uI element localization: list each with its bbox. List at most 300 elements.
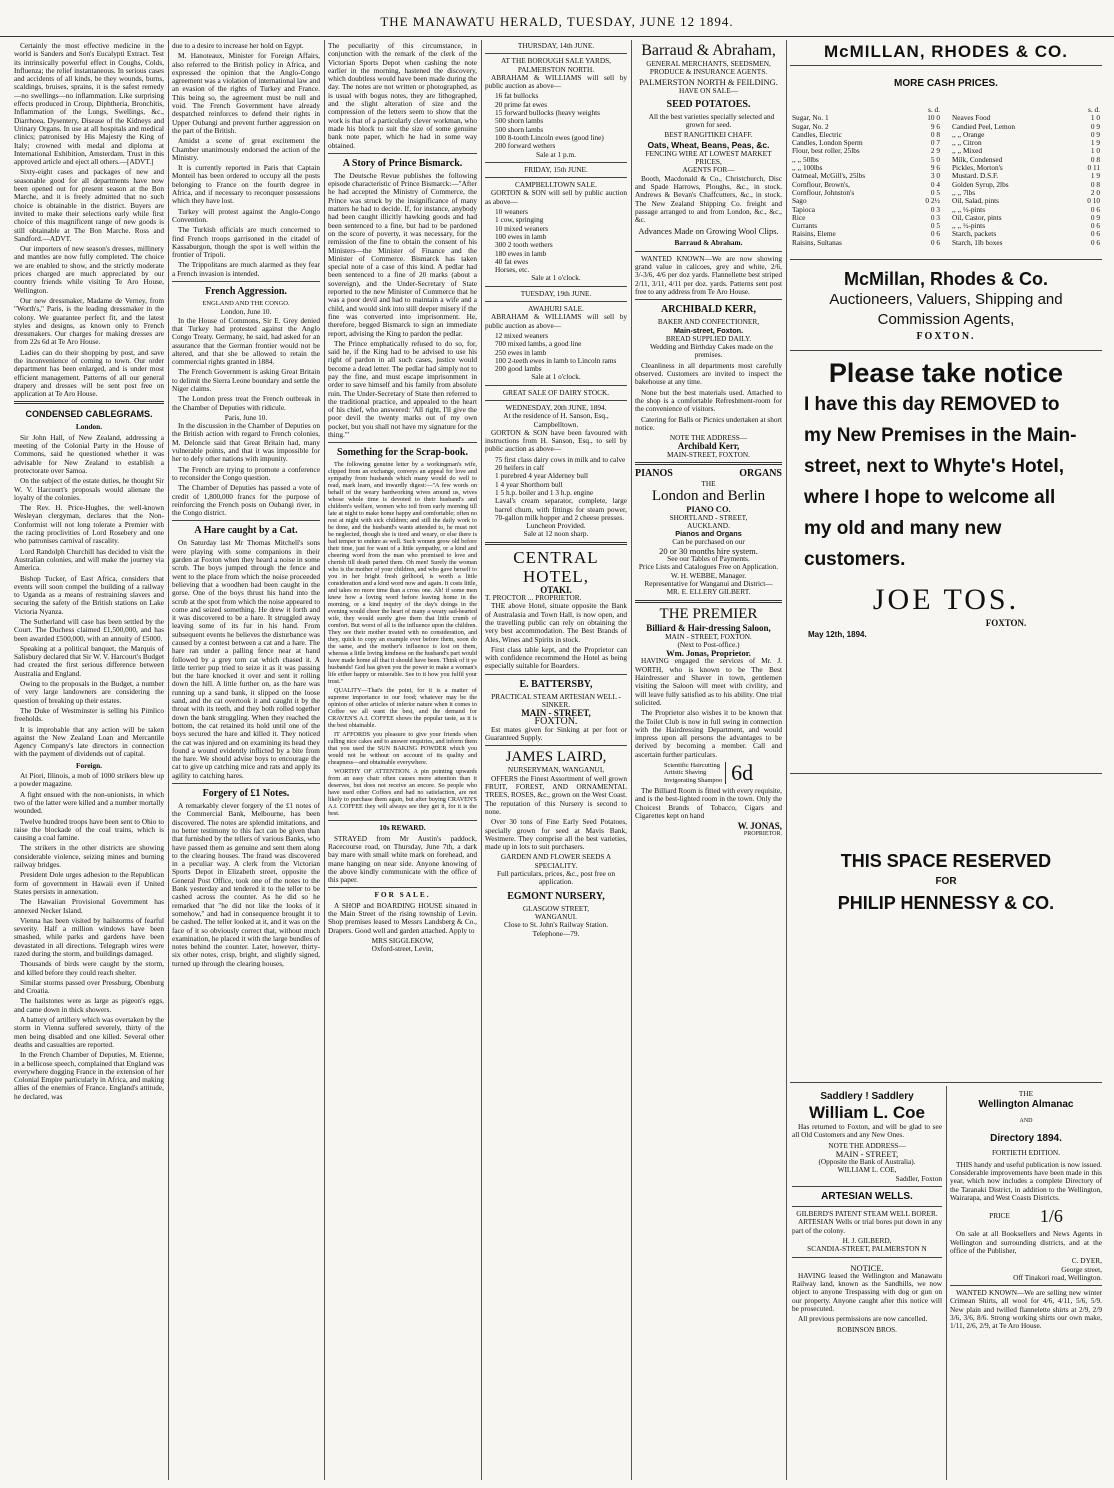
advert-text: The Billiard Room is fitted with every requisite, and is the best-lighted room in the town. Only the Choicest Brands of Tobacco, Cigars and Cigarettes kept on hand — [635, 786, 782, 820]
advert-street: MAIN - STREET, — [835, 1148, 899, 1159]
price-column-header: s. d. — [928, 105, 940, 114]
organs-label: ORGANS — [739, 467, 782, 479]
item-name: Currants — [792, 221, 818, 231]
article-text: The Turkish officials are much concerned to find French troops garrisoned in the citadel of Kassaburgon, though the spot is well within the frontier of Tripoli. — [172, 225, 320, 260]
service-item: Artistic Shaving — [663, 769, 707, 777]
sale-time: Sale at 1 o'clock. — [531, 273, 581, 283]
advertiser-name: Wellington Almanac — [978, 1099, 1074, 1111]
column-rule — [168, 40, 169, 1480]
item-name: Sago — [792, 196, 807, 206]
advert-town: AUCKLAND. — [687, 520, 730, 530]
advert-subheading: AND — [1019, 1118, 1033, 1125]
item-name: Sugar, No. 1 — [792, 113, 829, 123]
article-heading: A Hare caught by a Cat. — [194, 525, 298, 537]
service-item: Scientific Haircutting — [663, 761, 720, 769]
item-price: 5 0 — [930, 154, 940, 164]
stock-lot: 1 5 h.p. boiler and 1 3 h.p. engine — [495, 487, 594, 497]
sale-time: Sale at 12 noon sharp. — [523, 529, 589, 539]
article-text: due to a desire to increase her hold on Egypt. — [172, 42, 304, 50]
eucalypti-ad: Certainly the most effective medicine in the world is Sanders and Son's Eucalypti Extract. Test its intrinsically powerful effect in Coughs, Colds, Influenza; the relief instantaneous. In serious cases and accidents of all kinds, be they wounds, burns, scaldings, bruises, sprains, it is the safest remedy—no swellings—no inflammation. Like surprising effects produced in Croup, Diphtheria, Bronchitis, Inflammation of the Lungs, Swellings, &c., Diarrhoea, Dysentery, Disease of the Kidneys and Urinary Organs. In use at all hospitals and medical clinics; patronised by His Majesty the King of Italy; crowned with medal and diploma at International Exhibition, Amsterdam. Trust in this approved article and eject all others.—[ADVT.] — [14, 42, 164, 167]
advert-address: Oxford-street, Levin, — [371, 944, 434, 954]
advert-subheading: BAKER AND CONFECTIONER, — [657, 317, 760, 327]
auction-intro: ABRAHAM & WILLIAMS will sell by public auction as above— — [485, 72, 627, 91]
sale-heading: GREAT SALE OF DAIRY STOCK. — [502, 387, 610, 397]
cable-item: Lord Randolph Churchill has decided to visit the Australian colonies, and will make the journey via America. — [14, 546, 164, 573]
stock-lot: 1 4 year Shorthorn bull — [495, 479, 563, 489]
advert-subheading: HAVE ON SALE— — [678, 85, 739, 95]
cable-item: At Piori, Illinois, a mob of 1000 strikers blew up a powder magazine. — [14, 771, 164, 789]
dateline: Paris, June 10. — [224, 412, 268, 422]
price-box — [635, 761, 782, 785]
sale-date: THURSDAY, 14th JUNE. — [517, 42, 595, 50]
price-table-right — [950, 106, 1102, 247]
advert-text: WORTHY OF ATTENTION. A pin pointing upwards from an easy chair often causes more attention than it deserves, but does not receive an encore. So people who have used other Coffees and had no satisfaction, are not likely to purchase them again, but after buying CRAVEN'S A.I. COFFEE they will always see they get it, for it is the best. — [328, 768, 477, 818]
price-row — [790, 206, 942, 214]
item-price: 0 6 — [930, 237, 940, 247]
advert-signature: W. H. WEBBE, Manager. — [670, 570, 747, 580]
sale-place: At the residence of H. Sanson, Esq., Campbelltown. — [503, 411, 609, 429]
price-row — [950, 239, 1102, 247]
item-name: Candles, Electric — [792, 129, 842, 139]
column-4 — [485, 42, 627, 1482]
stock-list — [485, 332, 627, 373]
stock-lot: 200 forward wethers — [495, 141, 556, 151]
bon-marche-ad: Sixty-eight cases and packages of new and seasonable good for all departments have now been opened out for present season at the Bon Marche, and it is freely admitted that no such choice is obtainable in the district. Buyers are invited to make their selections early while first choice of this magnificent range of new goods is still obtainable at The Bon Marche. Ross and Sandford.—ADVT. — [14, 167, 164, 243]
item-name: Neaves Food — [952, 113, 991, 123]
stock-lot: 180 ewes in lamb — [495, 248, 547, 258]
price-table-left — [790, 106, 942, 247]
item-price: 0 6 — [1090, 229, 1100, 239]
item-price: 0 6 — [930, 229, 940, 239]
advert-text: (Next to Post-office.) — [677, 639, 740, 649]
item-price: 1 9 — [1090, 171, 1100, 181]
item-name: Candied Peel, Lemon — [952, 121, 1016, 131]
cable-item: The Sutherland will case has been settled by the Court. The Duchess claimed £1,500,000, and has been awarded £500,000, with an annuity of £5000. — [14, 617, 164, 643]
item-price: 0 9 — [1090, 121, 1100, 131]
divider — [790, 1082, 1102, 1083]
stock-lot: 100 2-teeth ewes in lamb to Lincoln rams — [495, 355, 617, 365]
sale-place: CAMPBELLTOWN SALE. — [515, 180, 597, 190]
stock-lot: 200 good lambs — [495, 364, 542, 374]
cable-item: Sir John Hall, of New Zealand, addressing a meeting of the Colonial Party in the House of Commons, said he questioned whether it was advisable for New Zealand to establish a protectorate over Samoa. — [14, 432, 164, 475]
stock-lot: 250 ewes in lamb — [495, 347, 547, 357]
advert-text: Cleanliness in all departments most carefully observed. Customers are invited to inspect the bakehouse at any time. — [635, 360, 782, 387]
price-row — [950, 1206, 1102, 1226]
advert-street: GLASGOW STREET, — [522, 903, 590, 913]
advert-town: FOXTON. — [916, 331, 976, 343]
cable-item: A fight ensued with the non-unionists, in which two of the latter were killed and a number mortally wounded. — [14, 789, 164, 816]
sale-date: WEDNESDAY, 20th JUNE, 1894. — [505, 402, 607, 412]
cable-item: Owing to the proposals in the Budget, a number of very large landowners are considering the question of breaking up their estates. — [14, 679, 164, 705]
auction-intro: GORTON & SON have been favoured with instructions from H. Sanson, Esq., to sell by public auction as above— — [485, 427, 627, 454]
stock-lot: 15 forward bullocks (heavy weights — [495, 108, 600, 118]
stock-lot: 12 mixed weaners — [495, 330, 549, 340]
stock-lot: 100 8-tooth Lincoln ewes (good line) — [495, 132, 604, 142]
advert-street: SHORTLAND - STREET, — [669, 512, 748, 522]
item-name: Starch, 1lb boxes — [952, 237, 1003, 247]
dressmaker-ad: Our new dressmaker, Madame de Verney, from "Worth's," Paris, is the leading dressmaker in the colony. We guarantee perfect fit, and the latest styles and designs, as known only to French dressmakers. Our charges for making dresses are from 22s 6d at Te Aro House. — [14, 295, 164, 347]
auction-intro: GORTON & SON will sell by public auction as above— — [485, 188, 627, 206]
advert-proprietor: Wm. Jonas, Proprietor. — [666, 648, 751, 659]
article-text: Amidst a scene of great excitement the Chamber unanimously endorsed the action of the Ministry. — [172, 136, 320, 162]
advert-text: First class table kept, and the Proprietor can with confidence recommend the Hotel as being especially suitable for Boarders. — [485, 644, 627, 671]
item-name: Cornflour, Johnston's — [792, 187, 855, 197]
advert-street: Main-street, Foxton. — [673, 325, 744, 335]
price-value: 1/6 — [1039, 1206, 1063, 1227]
stock-lot: 1 cow, springing — [495, 215, 544, 225]
advert-text: Has returned to Foxton, and will be glad to see all Old Customers and any New Ones. — [792, 1122, 942, 1140]
advert-signature: MRS SIGGLEKOW, — [371, 935, 434, 945]
advert-heading: MORE CASH PRICES. — [894, 78, 998, 89]
column-rule — [631, 40, 632, 1480]
advert-product: FENCING WIRE AT LOWEST MARKET PRICES, — [645, 148, 772, 167]
advert-text: OFFERS the Finest Assortment of well grown FRUIT, FOREST, AND ORNAMENTAL TREES, ROSES, &c., grown on the West Coast. The reputation of this Nursery is second to none. — [485, 773, 627, 816]
item-name: ,, ,, Citron — [952, 138, 982, 148]
advert-text: See our Tables of Payments. — [667, 554, 750, 564]
advertiser-name: JAMES LAIRD, — [505, 749, 607, 766]
advert-address: Off Tinakori road, Wellington. — [1013, 1272, 1102, 1282]
item-price: 0 4 — [930, 179, 940, 189]
cable-item: The Rev. H. Price-Hughes, the well-known Wesleyan clergyman, declares that the Non-Conformist will not long tolerate a Premier with the racing proclivities of Lord Rosebery and one who patronises carnival of rascality. — [14, 503, 164, 546]
advert-product: Advances Made on Growing Wool Clips. — [638, 226, 779, 237]
advert-heading: ARTESIAN WELLS. — [821, 1191, 913, 1203]
advert-subheading: GILBERD'S PATENT STEAM WELL BORER. — [796, 1209, 938, 1219]
article-text: The French are trying to promote a conference to reconsider the Congo question. — [172, 464, 320, 482]
advert-text: STRAYED from Mr Austin's paddock, Racecourse road, on Thursday, June 7th, a dark bay mare with small white mark on forehead, and mane hanging on near side. Anyone knowing of the above kindly communicate with the office of this paper. — [328, 833, 477, 885]
article-heading: Something for the Scrap-book. — [337, 447, 468, 459]
hotel-proprietor: T. PROCTOR ... PROPRIETOR. — [485, 593, 582, 603]
article-text: The Trippolitans are much alarmed as they fear a French invasion is intended. — [172, 260, 320, 278]
item-price: 0 5 — [930, 187, 940, 197]
item-name: Mustard. D.S.F. — [952, 171, 999, 181]
advert-text: HAVING leased the Wellington and Manawatu Railway land, known as the Sandhills, we now object to anyone Trespassing with dog or gun on our property. Anyone caught after this notice will be prosecuted. — [792, 1270, 942, 1314]
article-text: In the discussion in the Chamber of Deputies on the British action with regard to French colonies, M. Deloncle said that Great Britain had, many vulnerable points, and that it was impossible for her to defy other nations with impunity. — [172, 421, 320, 464]
advert-subheading: PRACTICAL STEAM ARTESIAN WELL - SINKER. — [491, 691, 621, 709]
advert-text: Catering for Balls or Picnics undertaken at short notice. — [635, 414, 782, 432]
article-subheading: ENGLAND AND THE CONGO. — [202, 300, 290, 308]
advertiser-name: London and Berlin — [651, 488, 766, 505]
advert-text: IT AFFORDS you pleasure to give your friends when calling nice cakes and to answer enquiries, and inform them that you used the SUN BAKING POWDER which you would not be without on account of its quality and cheapness—and obtainable everywhere. — [328, 731, 477, 767]
item-price: 0 9 — [1090, 129, 1100, 139]
column-rule — [786, 40, 787, 1480]
for-sale-heading: FOR SALE. — [374, 890, 431, 900]
advert-signature: W. JONAS, — [737, 821, 782, 832]
item-price: 0 3 — [930, 212, 940, 222]
advertiser-name: McMillan, Rhodes & Co. — [843, 269, 1048, 290]
item-name: Oatmeal, McGill's, 25lbs — [792, 171, 866, 181]
advert-text: None but the best materials used. Attached to the shop is a comfortable Refreshment-room for the convenience of visitors. — [635, 387, 782, 414]
advert-text: On sale at all Booksellers and News Agents in Wellington and surrounding districts, and at the office of the Publisher, — [950, 1229, 1102, 1255]
cable-item: Twelve hundred troops have been sent to Ohio to raise the blockade of the coal trains, which is causing a coal famine. — [14, 816, 164, 843]
item-name: Oil, Castor, pints — [952, 212, 1002, 222]
item-price: 1 9 — [1090, 138, 1100, 148]
column-7a — [792, 1090, 942, 1482]
advert-product: BREAD SUPPLIED DAILY. — [665, 333, 752, 343]
notice-heading: Please take notice — [828, 358, 1064, 389]
reward-heading: 10s REWARD. — [379, 823, 426, 833]
item-name: Golden Syrup, 2lbs — [952, 179, 1009, 189]
advert-subheading: THE — [701, 478, 716, 488]
advertiser-name: PIANO CO. — [686, 504, 731, 515]
item-name: Cornflour, Brown's, — [792, 179, 850, 189]
advertiser-name: JOE TOS. — [872, 583, 1020, 617]
advert-street: MAIN-STREET, FOXTON. — [666, 449, 751, 459]
article-heading: A Story of Prince Bismarck. — [342, 157, 463, 169]
article-text: A remarkably clever forgery of the £1 notes of the Commercial Bank, Melbourne, has been discovered. The notes are splendid imitations, and no better testimony to this fact can be given than that furnished by the tellers of various Banks, who have passed them as genuine and sent them along to the clearing houses. The fraud was discovered in a peculiar way. A clerk from the Victorian Sports Depot in Elizabeth street, opposite the General Post Office, took one of the notes to the Bank yesterday and tendered it to the teller to be cashed across the counter. As he did so he remarked that "he did not like the looks of it somehow," and had in consequence brought it to be cashed. The teller looked at it, and it was on the face of it so obviously correct that, without much examination, he placed it with the large bundles of notes behind the counter. Later, however, thirty-six other notes, crisp, bright, and slightly signed, turned up through the clearing houses, — [172, 801, 320, 968]
article-text: On Saturday last Mr Thomas Mitchell's sons were playing with some companions in their garden at Foxton when they heard a noise in some scrub. The boys jumped through the fence and went to the place from which the noise proceeded believing that a woodhen had been caught in the gorse. One of the boys thrust his hand into the scrub at the spot from which the noise appeared to come and seized something. He drew it forth and it was discovered to be a hare. It struggled away leaving some of its fur in his hand. From subsequent events he believes the disturbance was caused by a contest between a cat and a hare. The hare ran under a palling fence near at hand followed by a grey tom cat which chased it. A little terrier pup tried to seize it as it was passing but the hare knocked it over and sent it rolling down the hill. A little further on, as the hare was running up a sand bank, it slipped on the loose sand, and the cat overtook it and caught it by the throat with its teeth, and they both rolled together down the bank struggling. When they reached the bottom, the cat retained its hold until one of the boys secured the hare and killed it. They noticed the cat was injured and on examining its head they found a wound evidently inflicted by a bite from the hare. We should advise boys to encourage the cat to give up catching mice and rats and apply its agility to catching hares. — [172, 538, 320, 780]
cable-item: President Dole urges adhesion to the Republican form of government in Hawaii even if United States persists in annexation. — [14, 870, 164, 896]
advert-subheading: AGENTS FOR— — [682, 165, 735, 175]
item-name: Flour, best roller, 25lbs — [792, 146, 860, 156]
stock-lot: 16 fat bullocks — [495, 91, 539, 101]
stock-lot: 10 weaners — [495, 207, 529, 217]
article-text: The Prince emphatically refused to do so, for, said he, if the King had to be advised to use his right of pardon in all such cases, justice would become a dead letter. The pedlar had simply not to pay the fine, and must escape imprisonment in order to save himself and his family from absolute ruin. The Under-Secretary of State then referred to the traditional practice, and appealed to the heart of his chief, who answered: 'All right, I'll give the poor devil the twenty marks out of my own pocket, but you shall not have my signature for the thing.'" — [328, 338, 477, 440]
item-price: 9 6 — [930, 121, 940, 131]
item-price: 0 7 — [930, 138, 940, 148]
stock-lot: 10 mixed weaners — [495, 223, 549, 233]
item-price: 9 6 — [930, 163, 940, 173]
advert-text: Price Lists and Catalogues Free on Application. — [638, 562, 779, 572]
stock-lot: 300 2 tooth wethers — [495, 240, 553, 250]
advert-subheading: Auctioneers, Valuers, Shipping and — [829, 291, 1063, 309]
advert-signature: Saddler, Foxton — [895, 1173, 942, 1183]
advert-product: Oats, Wheat, Beans, Peas, &c. — [647, 139, 770, 150]
advert-town: FOXTON. — [534, 715, 578, 727]
advertiser-name: Archibald Kerr, — [677, 441, 740, 452]
notice-body: I have this day REMOVED to my New Premises in the Main-street, next to Whyte's Hotel, where I hope to welcome all my old and many new customers. — [804, 394, 1077, 571]
advert-text: A SHOP and BOARDING HOUSE situated in the Main Street of the rising township of Levin. Shop premises leased to Messrs Landsberg & Co., Drapers. Good well and garden attached. Apply to — [328, 900, 477, 935]
advert-date: May 12th, 1894. — [808, 630, 867, 640]
stock-list — [485, 208, 627, 274]
sale-note: Luncheon Provided. — [526, 521, 586, 531]
reserved-heading: THIS SPACE RESERVED — [840, 851, 1052, 871]
advert-text: Est mates given for Sinking at per foot or Guaranteed Supply. — [485, 724, 627, 743]
article-text: The peculiarity of this circumstance, in conjunction with the remark of the clerk of the Victorian Sports Depot when cashing the note earlier in the morning, hastened the discovery, which doubtless would have been made during the day. The notes are not written or photographed, as is usual with bogus notes, they are lithographed, and the slight alteration of size and the compression of the letters seem to show that the work is that of a particularly clever workman, who made his block to suit the size of some genuine bank note paper, which he had in some way obtained. — [328, 42, 477, 150]
article-text: In the House of Commons, Sir E. Grey denied that Turkey had protested against the Anglo Congo Treaty. Germany, he said, had asked for an assurance that the German frontier would not be altered, and that she be allowed to retain the commercial rights granted in 1884. — [172, 315, 320, 367]
item-name: Tapioca — [792, 204, 815, 214]
stock-lot: 500 shorn lambs — [495, 124, 544, 134]
advert-town: FOXTON. — [985, 618, 1027, 629]
price-row — [790, 239, 942, 247]
advert-text: All the best varieties specially selected and grown for seed. — [648, 111, 775, 130]
cablegrams-heading: CONDENSED CABLEGRAMS. — [25, 409, 153, 420]
article-text: Turkey will protest against the Anglo-Congo Convention. — [172, 206, 320, 224]
stock-lot: 500 shorn lambs — [495, 116, 544, 126]
stock-lot: 1 purebred 4 year Alderney bull — [495, 471, 589, 481]
advert-signature: MR. E. ELLERY GILBERT. — [666, 587, 751, 597]
te-aro-ad: Our importers of new season's dresses, millinery and mantles are now fully completed. The choice we are enabled to show, and the strictly moderate prices charged are much appreciated by our country friends while visiting Te Aro House, Wellington. — [14, 244, 164, 295]
advert-signature: PROPRIETOR. — [743, 831, 782, 838]
stock-lot: 20 heifers in calf — [495, 463, 545, 473]
advert-text: QUALITY—That's the point, for it is a matter of supreme importance to our food; whatever may be the opinion of other articles of inferior nature when it comes to Coffee we all want the best, and the demand for CRAVEN'S A.I. COFFEE shows the popular taste, as it is the best obtainable. — [328, 687, 477, 730]
item-price: 10 0 — [927, 113, 940, 123]
advert-product: Pianos and Organs — [675, 529, 742, 539]
item-name: ,, ,, Orange — [952, 129, 985, 139]
advert-address: SCANDIA-STREET, PALMERSTON N — [807, 1244, 927, 1254]
item-name: ,, ,, 100lbs — [792, 163, 823, 173]
advert-signature: C. DYER, — [1071, 1256, 1102, 1266]
item-name: ,, ,, ½-pints — [952, 204, 986, 214]
sale-date: FRIDAY, 15th JUNE. — [524, 164, 588, 174]
hotel-town: OTAKI. — [540, 584, 572, 595]
advert-heading: Saddlery ! Saddlery — [820, 1091, 914, 1102]
cable-item: Speaking at a political banquet, the Marquis of Salisbury declared that Sir W. V. Harcourt's Budget had created the first serious difference between Australia and England. — [14, 643, 164, 678]
item-price: 1 0 — [1090, 146, 1100, 156]
item-name: Milk, Condensed — [952, 154, 1003, 164]
item-price: 0 6 — [1090, 221, 1100, 231]
advertiser-name: THE PREMIER — [659, 605, 758, 622]
cable-item: The Hawaiian Provisional Government has annexed Necker Island. — [14, 897, 164, 915]
advert-text: Booth, Macdonald & Co., Christchurch, Disc and Spade Harrows, Ploughs, &c., in stock. Andrews & Bevan's Chaffcutters, &c., in stock. The New Zealand Shipping Co. freight and passage arranged to and from London, &c., &c., &c. — [635, 173, 782, 225]
column-rule — [946, 1086, 947, 1480]
item-name: Sugar, No. 2 — [792, 121, 829, 131]
article-text: The London press treat the French outbreak in the Chamber of Deputies with ridicule. — [172, 394, 320, 412]
reserved-advertiser: PHILIP HENNESSY & CO. — [837, 893, 1055, 913]
advert-town: WANGANUI. — [535, 911, 577, 921]
stock-list — [485, 456, 627, 522]
cable-item: The strikers in the other districts are showing considerable violence, seizing mines and burning railway bridges. — [14, 843, 164, 870]
advert-subheading: Billiard & Hair-dressing Saloon, — [646, 622, 771, 633]
item-price: 0 9 — [1090, 212, 1100, 222]
service-price: 6d — [731, 760, 754, 785]
stock-lot: 20 prime fat ewes — [495, 99, 548, 109]
advert-text: 20 or 30 months hire system. — [659, 545, 758, 556]
item-price: 0 8 — [1090, 179, 1100, 189]
item-price: 2 9 — [930, 146, 940, 156]
ladies-ad: Ladies can do their shopping by post, and save the inconvenience of coming to town. Our order department has been enlarged, and is under most efficient management. Patterns of all our general drapery and dresses will be sent post free on application at Te Aro House. — [14, 347, 164, 399]
service-item: Invigorating Shampoo — [663, 776, 723, 784]
column-rule — [481, 40, 482, 1480]
mcmillan-ad — [790, 42, 1102, 764]
sale-date: TUESDAY, 19th JUNE. — [520, 288, 592, 298]
dateline: London, June 10. — [220, 307, 272, 317]
column-1 — [14, 42, 164, 1482]
auction-intro: ABRAHAM & WILLIAMS will sell by public auction as above— — [485, 312, 627, 330]
advert-town: PALMERSTON NORTH & FEILDING. — [639, 76, 778, 87]
stock-lot: 40 fat ewes — [495, 256, 529, 266]
item-name: Candles, London Sperm — [792, 138, 863, 148]
advertiser-name: ARCHIBALD KERR, — [660, 304, 756, 316]
advert-product: SEED POTATOES. — [666, 98, 751, 110]
advert-subheading: GARDEN AND FLOWER SEEDS A SPECIALITY. — [500, 852, 612, 870]
article-text: The Chamber of Deputies has passed a vote of credit of 1,800,000 francs for the purpose of reinforcing the French posts on Oubangi river, in the Congo district. — [172, 483, 320, 518]
cable-item: On the subject of the estate duties, he thought Sir W. V. Harcourt's proposals would alienate the loyalty of the colonies. — [14, 476, 164, 502]
advert-text: Representative for Wanganui and District— — [644, 578, 773, 588]
item-price: 0 6 — [1090, 237, 1100, 247]
foreign-heading: Foreign. — [75, 760, 102, 770]
advert-text: THE above Hotel, situate opposite the Bank of Australasia and Town Hall, is now open, and the travelling public can rely on obtaining the very best accommodation. The Best Brands of Ales, Wines and Spirits in stock. — [485, 601, 627, 644]
advertiser-name: William L. Coe — [808, 1103, 926, 1122]
advert-text: Over 30 tons of Fine Early Seed Potatoes, specially grown for seed at Mavis Bank, Westmere. They comprise all the best varieties, made up in lots to suit purchasers. — [485, 817, 627, 852]
advert-signature: H. J. GILBERD, — [842, 1235, 892, 1245]
sale-time: Sale at 1 o'clock. — [531, 372, 581, 382]
advert-text: (Opposite the Bank of Australia). — [818, 1157, 916, 1167]
price-label: PRICE — [989, 1211, 1010, 1221]
item-price: 0 10 — [1087, 196, 1100, 206]
item-price: 0 6 — [1090, 204, 1100, 214]
item-name: Rice — [792, 212, 806, 222]
article-heading: French Aggression. — [205, 286, 287, 298]
sale-time: Sale at 1 p.m. — [536, 149, 576, 159]
advert-address: George street, — [1061, 1264, 1102, 1274]
advert-subheading: Commission Agents, — [877, 311, 1015, 329]
advert-subheading: NOTE THE ADDRESS— — [669, 433, 748, 443]
item-name: ,, ,, 7lbs — [952, 187, 976, 197]
masthead: THE MANAWATU HERALD, TUESDAY, JUNE 12 1894. — [0, 14, 1114, 37]
advert-signature: ROBINSON BROS. — [836, 1324, 897, 1334]
price-list — [790, 106, 1102, 247]
item-price: 0 5 — [930, 221, 940, 231]
article-text: The French Government is asking Great Britain to delimit the Sierra Leone boundary and settle the Niger claims. — [172, 367, 320, 393]
sale-place: AT THE BOROUGH SALE YARDS, PALMERSTON NORTH. — [501, 56, 611, 74]
item-price: 1 0 — [1090, 113, 1100, 123]
column-3 — [328, 42, 477, 1482]
stock-list — [485, 92, 627, 150]
cable-item: In the French Chamber of Deputies, M. Etienne, in a bellicose speech, complained that England was everywhere dogging France in the extension of her Colonial Empire particularly in Africa, and making allies of the enemies of France. England's attitude, he declared, was — [14, 1050, 164, 1101]
reserved-for: FOR — [935, 876, 957, 887]
advertiser-name: Barraud & Abraham. — [674, 238, 743, 248]
item-name: ,, ,, Mixed — [952, 146, 982, 156]
article-text: The following genuine letter by a workingman's wife, clipped from an exchange, conveys an appeal for love and sympathy from husbands which many would do well to read, mark learn, and inwardly digest:—"A few words on behalf of the weary hardworking wives around us, wives whose whole time is devoted to their husband's and children's welfare, women who toil from early morning till late at night to make home happy and comfortable; often no rest at night with sick children; and still the daily work to be done, and the husband's wants attended to, he must not be neglected, though she is tired and weary, or else there is bad temper to endure as well. Such women grow old before their time, just for want of a little sympathy, or a kind and cheering word from the man who promised to love and cherish till death parted them. Oh men! Surely the woman who is the mother of your children, and who gave herself to you in her bright fresh girlhood, is worth a little consideration and a kind word now and again. It costs little, and takes no more time than a cross one. Ah! if some men knew how a loving word before leaving home in the morning, or a kind inquiry of the day's doings in the evening would cheer the heart of many a weary sad-hearted wife, they would surely give them that little crumb of comfort. But worst of all is the influence upon the children. They see their mother treated with no consideration, and they, quick to copy an example ever before them, soon do the same, and the mother's influence is lost on them, whereas a little loving kindness on the husband's part would have made home all that it should have been. Think of it ye husbands! God has given you the power to make a woman's life either happy or miserable. See to it how you fulfil your trust." — [328, 461, 477, 686]
article-text: It is currently reported in Paris that Captain Monteil has been ordered to occupy all the posts belonging to France on the fourth degree in Africa, and if necessary to reconquer possessions which they have lost. — [172, 163, 320, 206]
stock-lot: Laval's cream separator, complete, large barrel churn, with fittings for steam power, 70-gallon milk hopper and 2 cheese presses. — [495, 496, 627, 522]
advertiser-name: McMILLAN, RHODES & CO. — [824, 42, 1068, 61]
advert-subheading: THE — [1018, 1090, 1034, 1098]
item-name: Oil, Salad, pints — [952, 196, 1000, 206]
advertiser-name: EGMONT NURSERY, — [507, 890, 605, 902]
stock-lot: 700 mixed lambs, a good line — [495, 339, 582, 349]
advert-text: Can be purchased on our — [672, 537, 745, 547]
advert-street: MAIN - STREET, FOXTON. — [665, 631, 752, 641]
advert-subheading: NURSERYMAN, WANGANUI, — [507, 765, 605, 775]
item-name: ,, ,, 50lbs — [792, 154, 819, 164]
reserved-space — [790, 770, 1102, 940]
item-price: 2 0 — [1090, 187, 1100, 197]
cable-item: Bishop Tucker, of East Africa, considers that events will soon compel the building of a railway to Uganda as a means of restraining slavers and securing the safety of the British stations on Lake Victoria Nyanza. — [14, 573, 164, 616]
cable-item: It is improbable that any action will be taken against the New Zealand Loan and Mercantile Agency Company's late directors in connection with the payment of dividends out of capital. — [14, 724, 164, 759]
advert-text: ARTESIAN Wells or trial bores put down in any part of the colony. — [792, 1217, 942, 1235]
column-rule — [324, 40, 325, 1480]
advert-street: MAIN - STREET, — [521, 708, 591, 719]
article-text: M. Hanoteaux, Minister for Foreign Affairs, also referred to the British policy in Africa, and expressed the opinion that the Anglo-Congo agreement was a violation of international law and an evasion of the rights of Turkey and France. This being so, the agreement must be null and void. The French Government have already despatched reinforces to defend their rights in Upper Oubangi and prevent further aggression on the part of the British. — [172, 51, 320, 135]
price-column-header: s. d. — [1088, 105, 1100, 114]
column-7b — [950, 1090, 1102, 1482]
pianos-label: PIANOS — [635, 467, 673, 479]
item-name: Raisins, Eleme — [792, 229, 836, 239]
item-name: Pickles, Morton's — [952, 163, 1003, 173]
advert-subheading: GENERAL MERCHANTS, SEEDSMEN, PRODUCE & INSURANCE AGENTS. — [646, 59, 771, 77]
stock-lot: Horses, etc. — [495, 265, 530, 275]
advert-telephone: Telephone—79. — [532, 928, 580, 938]
advert-text: Wedding and Birthday Cakes made on the premises. — [649, 342, 774, 360]
item-name: ,, ,, ½-pints — [952, 221, 986, 231]
article-heading: Forgery of £1 Notes. — [202, 788, 290, 800]
cable-item: A battery of artillery which was overtaken by the storm in Vienna suffered severely, thirty of the men being disabled and one killed. Several other deaths and casualties are reported. — [14, 1015, 164, 1049]
cable-item: The hailstones were as large as pigeon's eggs, and came down in thick showers. — [14, 996, 164, 1014]
advertiser-name: Directory 1894. — [990, 1132, 1062, 1144]
advertiser-name: Barraud & Abraham, — [641, 42, 776, 59]
cable-item: Similar storms passed over Pressburg, Obenburg and Croatia. — [14, 977, 164, 996]
advert-text: All previous permissions are now cancelled. — [798, 1314, 928, 1324]
hotel-name: CENTRAL HOTEL, — [513, 547, 599, 586]
item-price: 0 2½ — [925, 196, 940, 206]
column-5 — [635, 42, 782, 1482]
item-price: 3 0 — [930, 171, 940, 181]
item-name: Starch, packets — [952, 229, 997, 239]
london-heading: London. — [75, 422, 103, 432]
stock-lot: 100 ewes in lamb — [495, 231, 547, 241]
article-text: The Deutsche Revue publishes the following episode characteristic of Prince Bismarck:—"After he had accepted the Ministry of Commerce, the Prince was struck by the insignificance of many matters he had to decide. If, for instance, anybody had been caught illicitly hawking goods and had been sentenced to a fine, but had to be pardoned on the score of poverty, it was necessary, for the remission of the fine to obtain the consent of his Ministers—the Minister of Finance and the Minister of Commerce. Bismarck has taken special note of a case of this kind. A pedlar had been sentenced to a fine of 20 marks (about a sovereign), and the Under-Secretary of State reported to the new Minister of Commerce that he was a poor devil and had to maintain a wife and a child, and would sink into still deeper misery if the fine was converted into imprisonment. He, therefore, begged Bismarck to sign an immediate report, advising the King to pardon the pedlar. — [328, 170, 477, 338]
